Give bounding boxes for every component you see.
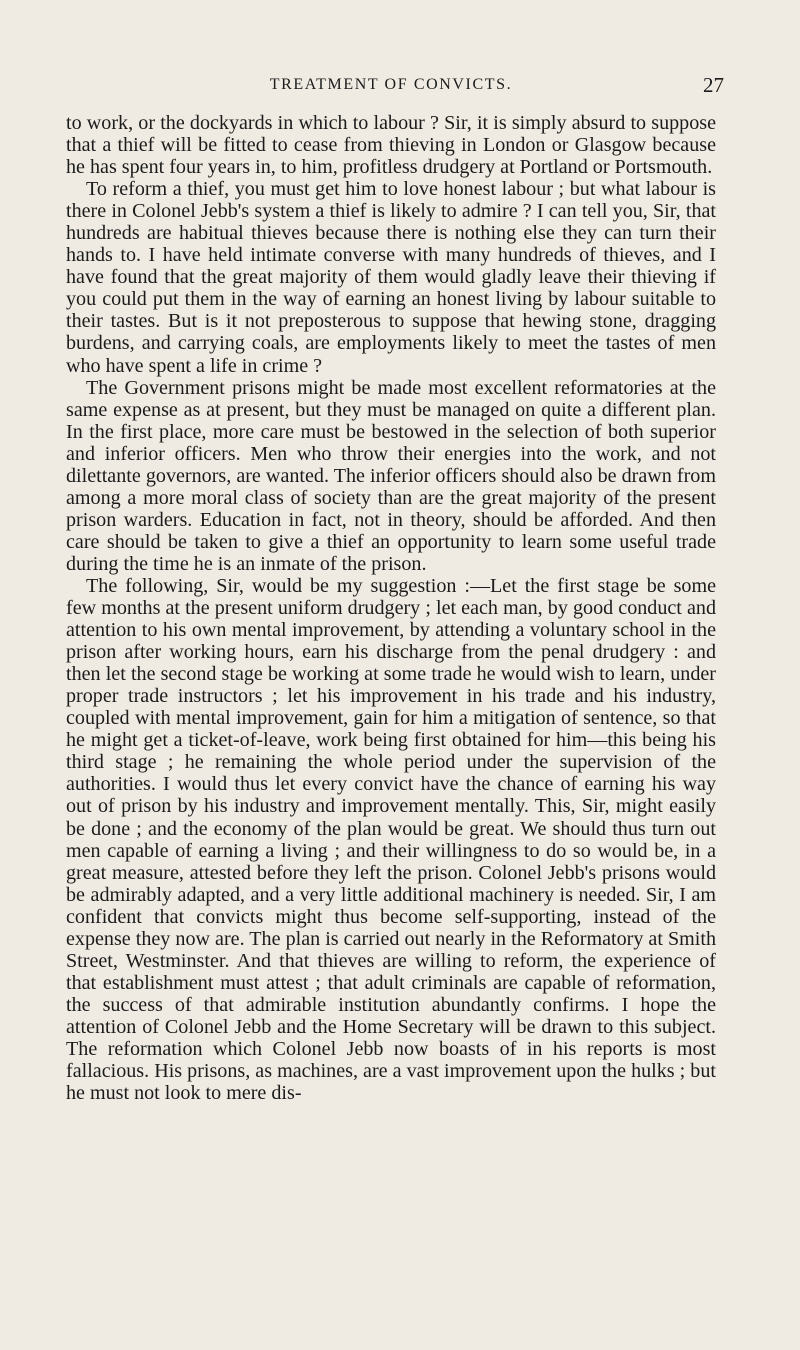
- paragraph-government-prisons: The Government prisons might be made most excellent reformatories at the same expense as at present, but they must be managed on quite a different plan. In the first place, more care must be bestowed in the selection of both superior and inferior officers. Men who throw their energies into the work, and not dilettante governors, are wanted. The inferior officers should also be drawn from among a more moral class of society than are the great majority of the present prison warders. Education in fact, not in theory, should be afforded. And then care should be taken to give a thief an opportunity to learn some useful trade during the time he is an inmate of the prison.: [66, 376, 716, 575]
- paragraph-continuation: to work, or the dockyards in which to labour ? Sir, it is simply absurd to suppose that a thief will be fitted to cease from thieving in London or Glasgow because he has spent four years in, to him, profitless drudgery at Portland or Portsmouth.: [66, 112, 716, 179]
- paragraph-suggestion: The following, Sir, would be my suggestion :—Let the first stage be some few months at the present uniform drudgery ; let each man, by good conduct and attention to his own mental improvement, by attending a voluntary school in the prison after working hours, earn his discharge from the penal drudgery : and then let the second stage be working at some trade he would wish to learn, under proper trade instructors ; let his improvement in his trade and his industry, coupled with mental improvement, gain for him a mitigation of sentence, so that he might get a ticket-of-leave, work being first obtained for him—this being his third stage ; he remaining the whole period under the supervision of the authorities. I would thus let every convict have the chance of earning his way out of prison by his industry and improvement mentally. This, Sir, might easily be done ; and the economy of the plan would be great. We should thus turn out men capable of earning a living ; and their willingness to do so would be, in a great measure, attested before they left the prison. Colonel Jebb's prisons would be admirably adapted, and a very little additional machinery is needed. Sir, I am confident that convicts might thus become self-supporting, instead of the expense they now are. The plan is carried out nearly in the Reformatory at Smith Street, Westminster. And that thieves are willing to reform, the experience of that establishment must attest ; that adult criminals are capable of reformation, the success of that admirable institution abundantly confirms. I hope the attention of Colonel Jebb and the Home Secretary will be drawn to this subject. The reformation which Colonel Jebb now boasts of in his reports is most fallacious. His prisons, as machines, are a vast improvement upon the hulks ; but he must not look to mere dis-: [66, 574, 716, 1105]
- running-head: TREATMENT OF CONVICTS.: [269, 76, 513, 93]
- page-header: [66, 73, 724, 102]
- paragraph-reform-thief: To reform a thief, you must get him to love honest labour ; but what labour is there in Colonel Jebb's system a thief is likely to admire ? I can tell you, Sir, that hundreds are habitual thieves because there is nothing else they can turn their hands to. I have held intimate converse with many hundreds of thieves, and I have found that the great majority of them would gladly leave their thieving if you could put them in the way of earning an honest living by labour suitable to their tastes. But is it not preposterous to suppose that hewing stone, dragging burdens, and carrying coals, are employments likely to meet the tastes of men who have spent a life in crime ?: [66, 178, 716, 377]
- page-number: 27: [703, 73, 724, 97]
- body-text: [66, 112, 716, 1104]
